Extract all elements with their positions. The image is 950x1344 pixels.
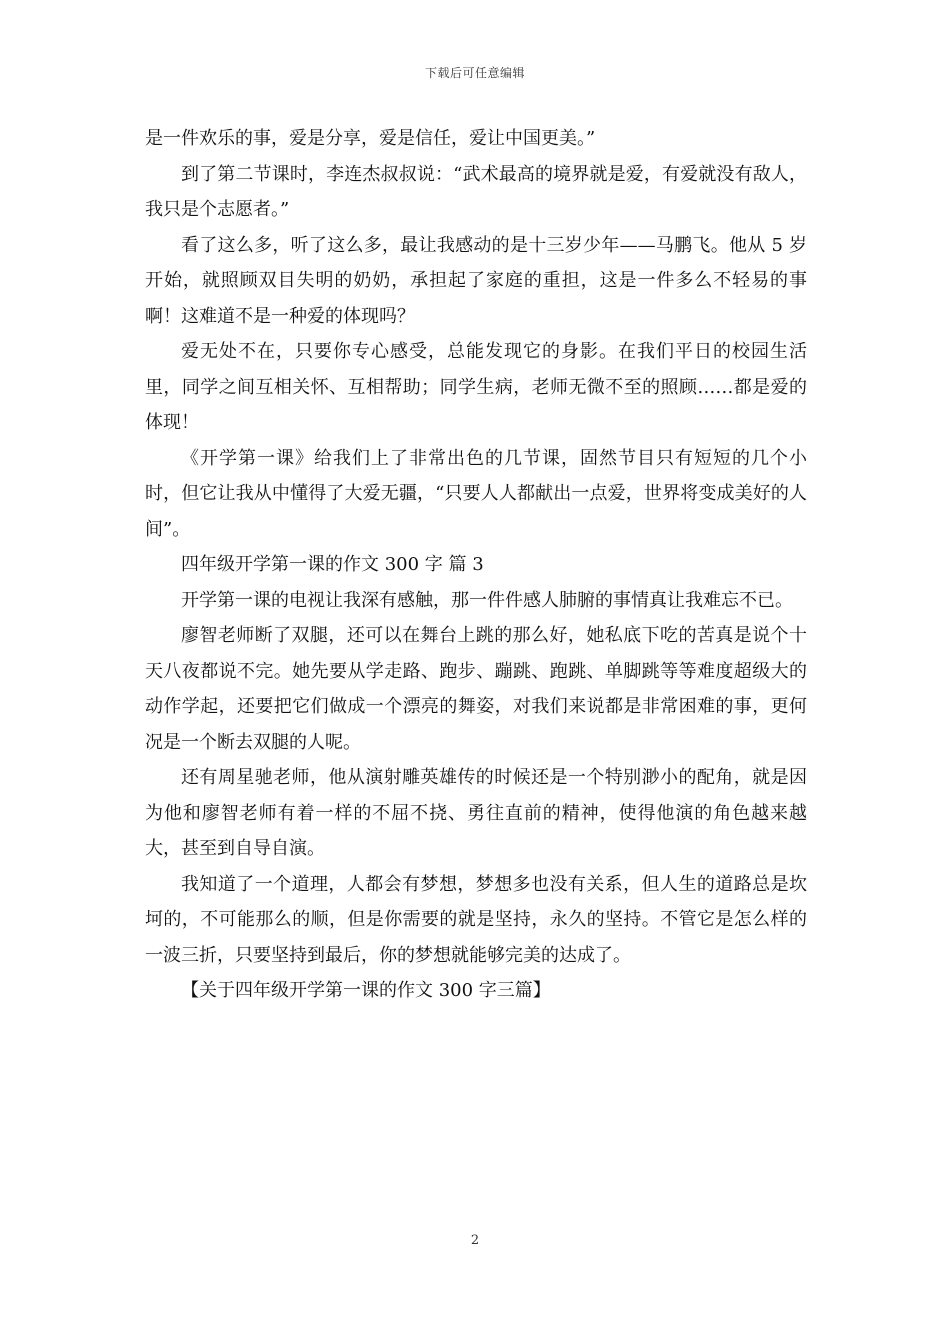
paragraph-continued: 是一件欢乐的事，爱是分享，爱是信任，爱让中国更美。” xyxy=(145,128,596,149)
paragraph: 我知道了一个道理，人都会有梦想，梦想多也没有关系，但人生的道路总是坎坷的，不可能那么的顺，但是你需要的就是坚持，永久的坚持。不管它是怎么样的一波三折，只要坚持到最后，你的梦想就能够完美的达成了。 xyxy=(145,873,807,966)
section-heading: 四年级开学第一课的作文 300 字 篇 3 xyxy=(181,554,484,575)
page-header: 下载后可任意编辑 xyxy=(424,66,525,80)
closing-title: 【关于四年级开学第一课的作文 300 字三篇】 xyxy=(181,980,551,1001)
paragraph: 到了第二节课时，李连杰叔叔说：“武术最高的境界就是爱，有爱就没有敌人，我只是个志愿者。” xyxy=(145,163,807,220)
paragraph: 看了这么多，听了这么多，最让我感动的是十三岁少年——马鹏飞。他从 5 岁开始，就照顾双目失明的奶奶，承担起了家庭的重担，这是一件多么不轻易的事啊！这难道不是一种爱的体现吗？ xyxy=(145,234,807,327)
paragraph: 还有周星驰老师，他从演射雕英雄传的时候还是一个特别渺小的配角，就是因为他和廖智老师有着一样的不屈不挠、勇往直前的精神，使得他演的角色越来越大，甚至到自导自演。 xyxy=(145,767,807,859)
document-body xyxy=(145,121,807,1009)
paragraph: 《开学第一课》给我们上了非常出色的几节课，固然节目只有短短的几个小时，但它让我从中懂得了大爱无疆，“只要人人都献出一点爱，世界将变成美好的人间”。 xyxy=(145,447,807,540)
paragraph: 爱无处不在，只要你专心感受，总能发现它的身影。在我们平日的校园生活里，同学之间互相关怀、互相帮助；同学生病，老师无微不至的照顾……都是爱的体现！ xyxy=(145,341,807,433)
paragraph: 廖智老师断了双腿，还可以在舞台上跳的那么好，她私底下吃的苦真是说个十天八夜都说不完。她先要从学走路、跑步、蹦跳、跑跳、单脚跳等等难度超级大的动作学起，还要把它们做成一个漂亮的舞姿，对我们来说都是非常困难的事，更何况是一个断去双腿的人呢。 xyxy=(145,625,807,753)
page-number: 2 xyxy=(470,1233,480,1248)
paragraph: 开学第一课的电视让我深有感触，那一件件感人肺腑的事情真让我难忘不已。 xyxy=(181,589,793,611)
